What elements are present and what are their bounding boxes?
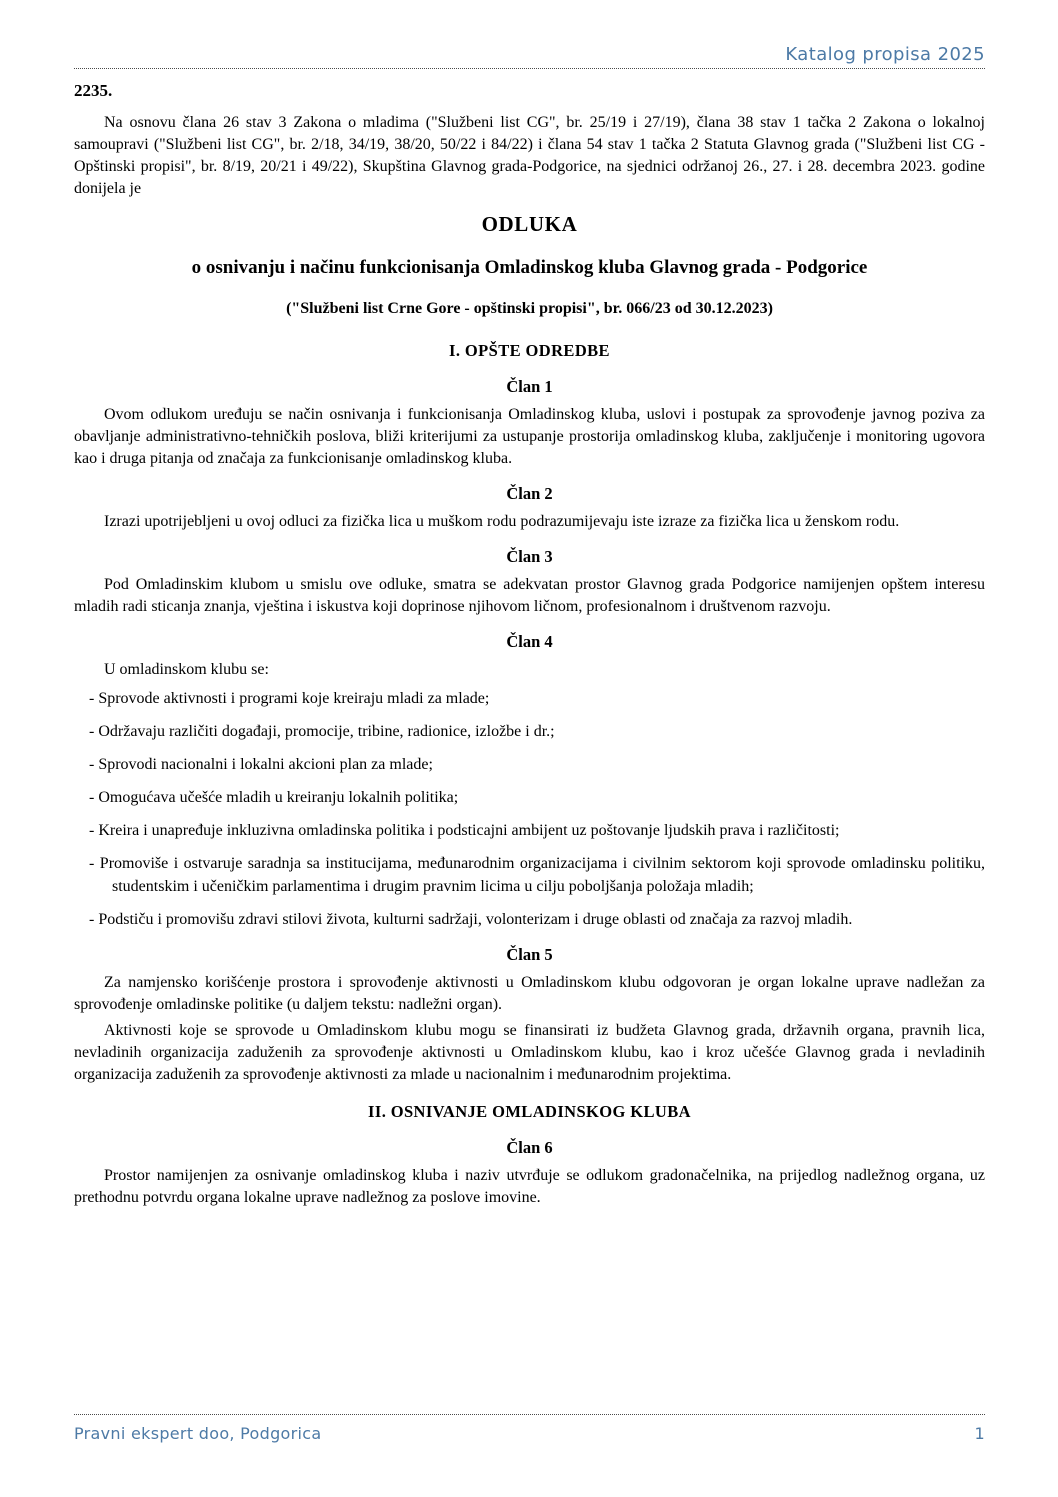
bullet-item: - Kreira i unapređuje inkluzivna omladinska politika i podsticajni ambijent uz poštovanje ljudskih prava i različitosti; xyxy=(89,822,840,839)
bullet-item: - Sprovodi nacionalni i lokalni akcioni plan za mlade; xyxy=(89,756,433,773)
article-5-paragraph-2: Aktivnosti koje se sprovode u Omladinskom klubu mogu se finansirati iz budžeta Glavnog grada, državnih organa, pravnih lica, nevladinih organizacija zaduženih za sprovođenje aktivnosti u Omladinskom klubu, kao i kroz učešće Glavnog grada i nevladinih organizacija zaduženih za sprovođenje aktivnosti za mlade u nacionalnim i međunarodnim projektima. xyxy=(74,1022,985,1083)
catalog-title: Katalog propisa 2025 xyxy=(785,44,985,65)
preamble-paragraph: Na osnovu člana 26 stav 3 Zakona o mladima ("Službeni list CG", br. 25/19 i 27/19), člana 38 stav 1 tačka 2 Zakona o lokalnoj samoupravi ("Službeni list CG", br. 2/18, 34/19, 38/20, 50/22 i 84/22) i člana 54 stav 1 tačka 2 Statuta Glavnog grada ("Službeni list CG - Opštinski propisi", br. 8/19, 20/21 i 49/22), Skupština Glavnog grada-Podgorice, na sjednici održanoj 26., 27. i 28. decembra 2023. godine donijela je xyxy=(74,114,985,197)
article-heading-5: Član 5 xyxy=(506,945,553,964)
bullet-item: - Omogućava učešće mladih u kreiranju lokalnih politika; xyxy=(89,789,459,806)
article-heading-1: Član 1 xyxy=(506,377,553,396)
page-footer xyxy=(74,1414,985,1444)
footer-publisher: Pravni ekspert doo, Podgorica xyxy=(74,1424,322,1443)
bullet-item: - Sprovode aktivnosti i programi koje kreiraju mladi za mlade; xyxy=(89,690,490,707)
article-heading-3: Član 3 xyxy=(506,547,553,566)
article-4-intro: U omladinskom klubu se: xyxy=(104,661,269,678)
footer-page-number: 1 xyxy=(974,1424,985,1443)
article-1-paragraph: Ovom odlukom uređuju se način osnivanja i funkcionisanja Omladinskog kluba, uslovi i postupak za sprovođenje javnog poziva za obavljanje administrativno-tehničkih poslova, bliži kriterijumi za ustupanje prostorija omladinskog kluba, zaključenje i monitoring ugovora kao i druga pitanja od značaja za funkcionisanje omladinskog kluba. xyxy=(74,406,985,467)
bullet-item: - Promoviše i ostvaruje saradnja sa institucijama, međunarodnim organizacijama i civilnim sektorom koji sprovode omladinsku politiku, studentskim i učeničkim parlamentima i drugim pravnim licima u cilju poboljšanja položaja mladih; xyxy=(89,855,985,895)
doc-number: 2235. xyxy=(74,81,113,100)
article-2-paragraph: Izrazi upotrijebljeni u ovoj odluci za fizička lica u muškom rodu podrazumijevaju iste izraze za fizička lica u ženskom rodu. xyxy=(104,513,900,530)
article-heading-2: Član 2 xyxy=(506,484,553,503)
article-3-paragraph: Pod Omladinskim klubom u smislu ove odluke, smatra se adekvatan prostor Glavnog grada Podgorice namijenjen opštem interesu mladih radi sticanja znanja, vještina i iskustva koji doprinose njihovom ličnom, profesionalnom i društvenom razvoju. xyxy=(74,576,985,615)
article-heading-6: Član 6 xyxy=(506,1138,553,1157)
gazette-reference: ("Službeni list Crne Gore - opštinski propisi", br. 066/23 od 30.12.2023) xyxy=(286,300,773,317)
page-header xyxy=(74,45,985,69)
doc-subtitle: o osnivanju i načinu funkcionisanja Omladinskog kluba Glavnog grada - Podgorice xyxy=(191,257,868,278)
chapter-heading-2: II. OSNIVANJE OMLADINSKOG KLUBA xyxy=(368,1102,691,1121)
article-5-paragraph-1: Za namjensko korišćenje prostora i sprovođenje aktivnosti u Omladinskom klubu odgovoran je organ lokalne uprave nadležan za sprovođenje omladinske politike (u daljem tekstu: nadležni organ). xyxy=(74,974,985,1013)
article-heading-4: Član 4 xyxy=(506,632,553,651)
article-6-paragraph: Prostor namijenjen za osnivanje omladinskog kluba i naziv utvrđuje se odlukom gradonačelnika, na prijedlog nadležnog organa, uz prethodnu potvrdu organa lokalne uprave nadležnog za poslove imovine. xyxy=(74,1167,985,1206)
bullet-item: - Podstiču i promovišu zdravi stilovi života, kulturni sadržaji, volonterizam i druge oblasti od značaja za razvoj mladih. xyxy=(89,911,853,928)
bullet-item: - Održavaju različiti događaji, promocije, tribine, radionice, izložbe i dr.; xyxy=(89,723,555,740)
doc-title: ODLUKA xyxy=(481,212,578,236)
chapter-heading-1: I. OPŠTE ODREDBE xyxy=(449,341,610,360)
